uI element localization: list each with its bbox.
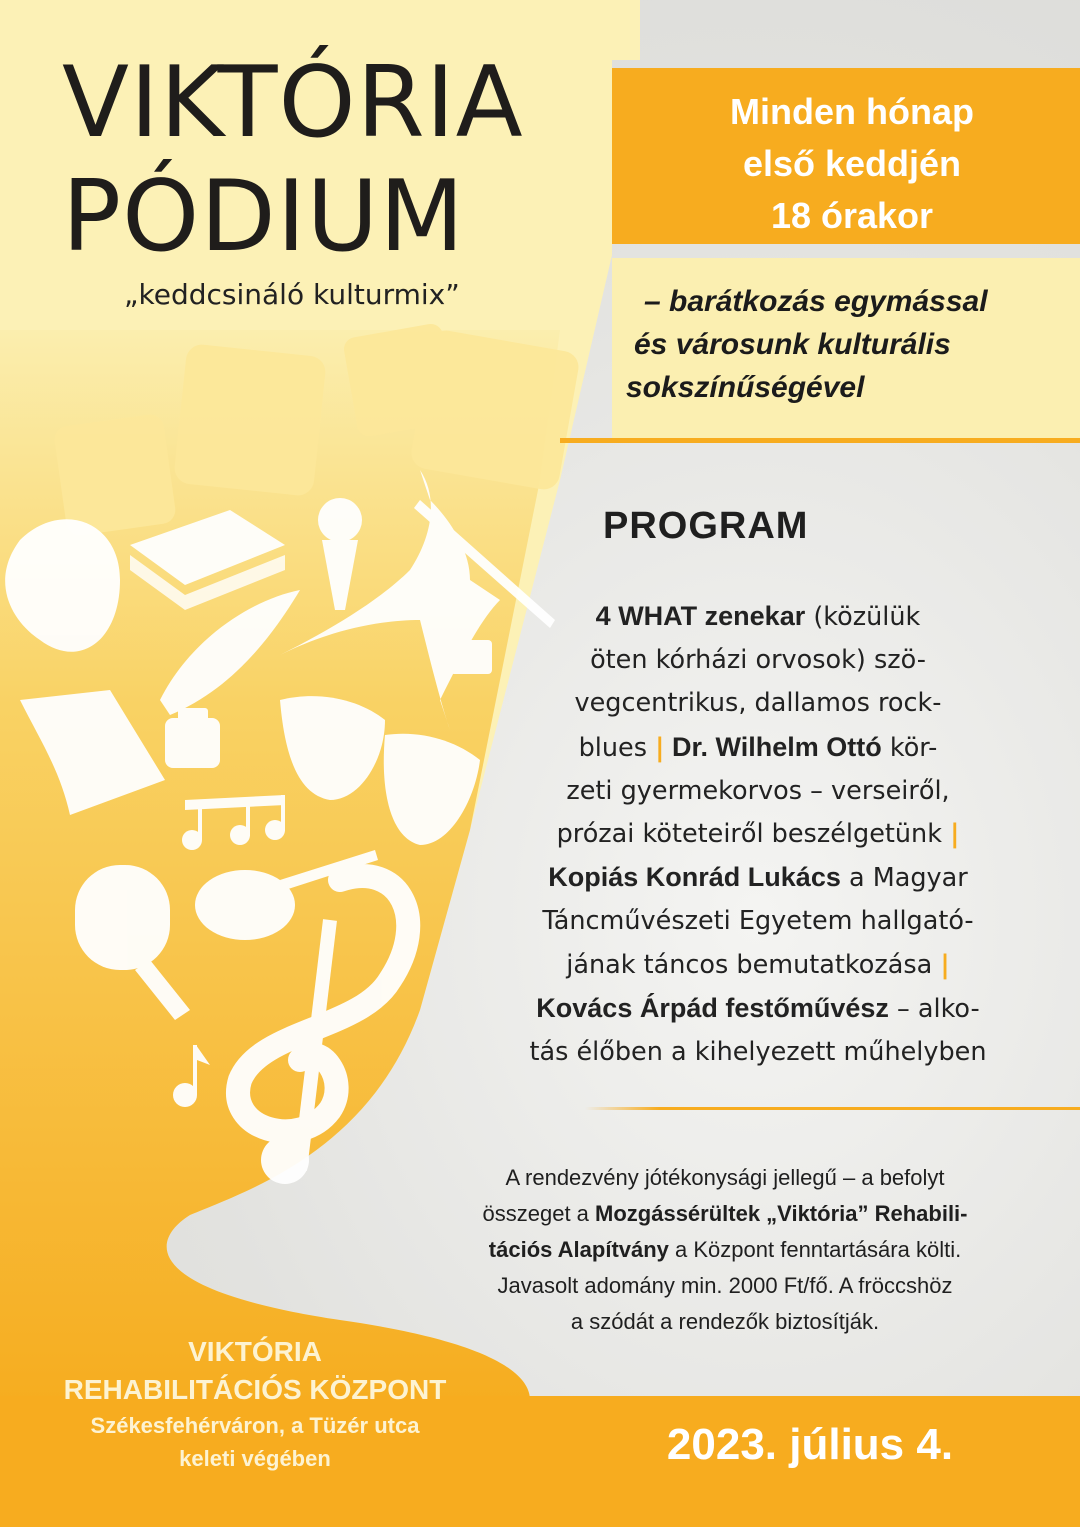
- note-line: A rendezvény jótékonysági jellegű – a befolyt: [505, 1165, 945, 1190]
- schedule-line: első keddjén: [742, 143, 962, 184]
- page-title: [62, 46, 524, 274]
- tagline-text: [622, 280, 1042, 409]
- program-line: Kopiás Konrád Lukács a Magyar: [548, 862, 968, 894]
- section-divider: [585, 1107, 1080, 1110]
- program-line: jának táncos bemutatkozása |: [566, 949, 950, 980]
- note-line: tációs Alapítvány a Központ fenntartására költi.: [488, 1237, 962, 1262]
- performer-name: Dr. Wilhelm Ottó: [664, 731, 882, 762]
- performer-name: Kopiás Konrád Lukács: [548, 862, 841, 893]
- program-line: vegcentrikus, dallamos rock-: [574, 688, 942, 719]
- square-shape: [53, 413, 177, 537]
- square-shape: [173, 343, 327, 497]
- event-date: 2023. július 4.: [666, 1420, 954, 1469]
- schedule-line: Minden hónap: [730, 91, 974, 132]
- venue-address: keleti végében: [179, 1446, 331, 1471]
- program-heading: PROGRAM: [603, 505, 809, 547]
- program-line: zeti gyermekorvos – verseiről,: [566, 775, 950, 806]
- note-line: a szódát a rendezők biztosítják.: [570, 1309, 880, 1334]
- program-line: tás élőben a kihelyezett műhelyben: [529, 1037, 987, 1068]
- schedule-line: 18 órakor: [770, 195, 934, 236]
- schedule-text: [612, 86, 1080, 242]
- separator: |: [950, 819, 960, 850]
- venue-address: Székesfehérváron, a Tüzér utca: [90, 1413, 420, 1438]
- title-line: PÓDIUM: [62, 160, 465, 274]
- note-line: Javasolt adomány min. 2000 Ft/fő. A fröccshöz: [497, 1273, 953, 1298]
- music-headphones-icon: [450, 640, 492, 674]
- charity-note: [395, 1160, 1055, 1340]
- tagline-line: – barátkozás egymással: [644, 285, 988, 318]
- tagline-underline: [560, 438, 1080, 443]
- program-line: prózai köteteiről beszélgetünk |: [556, 819, 960, 850]
- note-line: összeget a Mozgássérültek „Viktória” Rehabili-: [482, 1201, 968, 1226]
- program-line: 4 WHAT zenekar (közülük: [595, 601, 921, 632]
- venue-name: REHABILITÁCIÓS KÖZPONT: [63, 1374, 447, 1405]
- performer-name: 4 WHAT zenekar: [595, 601, 806, 631]
- program-body: [498, 595, 1018, 1074]
- tagline-line: sokszínűségével: [626, 371, 865, 404]
- tagline-line: és városunk kulturális: [634, 328, 951, 361]
- performer-name: Kovács Árpád festőművész: [536, 992, 889, 1023]
- program-line: Táncművészeti Egyetem hallgató-: [542, 906, 974, 937]
- title-line: VIKTÓRIA: [62, 46, 524, 160]
- program-line: blues | Dr. Wilhelm Ottó kör-: [578, 731, 938, 763]
- program-line: öten kórházi orvosok) szö-: [590, 645, 926, 676]
- subtitle: „keddcsináló kulturmix”: [124, 278, 460, 311]
- separator: |: [655, 732, 665, 763]
- venue-name: VIKTÓRIA: [188, 1336, 322, 1367]
- square-shape: [342, 322, 458, 438]
- venue-info: [0, 1333, 510, 1475]
- separator: |: [940, 949, 950, 980]
- program-line: Kovács Árpád festőművész – alko-: [536, 992, 980, 1024]
